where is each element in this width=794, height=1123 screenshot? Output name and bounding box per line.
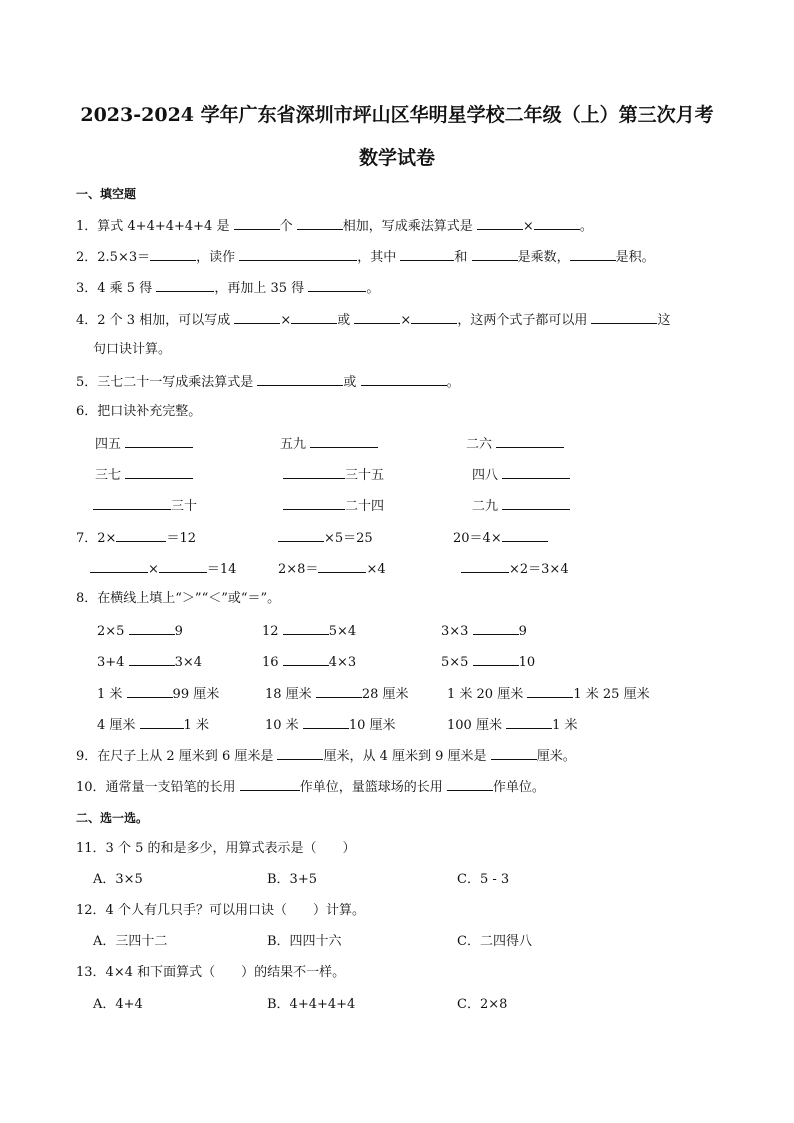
answer-blank[interactable]: [283, 622, 329, 635]
answer-blank[interactable]: [534, 217, 580, 230]
option-b[interactable]: B．3+5: [267, 872, 317, 887]
exam-title-line2: 数学试卷: [358, 147, 435, 169]
q8-item: 5×5 10: [441, 655, 536, 670]
answer-blank[interactable]: [447, 778, 493, 791]
answer-blank[interactable]: [502, 497, 570, 510]
answer-blank[interactable]: [127, 685, 173, 698]
answer-blank[interactable]: [473, 653, 519, 666]
question-4-continued: 句口诀计算。: [93, 342, 172, 357]
question-13-stem: 13．4×4 和下面算式（ ）的结果不一样。: [76, 965, 346, 980]
answer-blank[interactable]: [150, 248, 196, 261]
option-a[interactable]: A．4+4: [93, 997, 143, 1012]
answer-blank[interactable]: [291, 311, 337, 324]
answer-blank[interactable]: [240, 778, 300, 791]
answer-blank[interactable]: [283, 466, 345, 479]
question-7-item: 7．2× ＝12: [76, 531, 196, 546]
q8-item: 2×5 9: [97, 624, 183, 639]
answer-blank[interactable]: [361, 373, 447, 386]
q8-item: 10 米 10 厘米: [265, 718, 396, 733]
question-2: 2．2.5×3＝ ，读作 ，其中 和 是乘数， 是积。: [76, 250, 655, 265]
q8-item: 3×3 9: [441, 624, 527, 639]
question-9: 9．在尺子上从 2 厘米到 6 厘米是 厘米，从 4 厘米到 9 厘米是 厘米。: [76, 749, 576, 764]
option-c[interactable]: C．5 - 3: [457, 872, 510, 887]
answer-blank[interactable]: [234, 217, 280, 230]
q8-item: 12 5×4: [262, 624, 357, 639]
option-b[interactable]: B．4+4+4+4: [267, 997, 356, 1012]
answer-blank[interactable]: [129, 653, 175, 666]
answer-blank[interactable]: [527, 685, 573, 698]
answer-blank[interactable]: [297, 217, 343, 230]
option-a[interactable]: A．3×5: [93, 872, 143, 887]
answer-blank[interactable]: [591, 311, 657, 324]
section-2-heading: 二、选一选。: [76, 811, 149, 825]
q6-item: 三十: [93, 497, 197, 515]
q8-item: 18 厘米 28 厘米: [265, 687, 409, 702]
answer-blank[interactable]: [159, 560, 207, 573]
question-10: 10．通常量一支铅笔的长用 作单位，量篮球场的长用 作单位。: [76, 780, 545, 795]
answer-blank[interactable]: [477, 217, 523, 230]
answer-blank[interactable]: [570, 248, 616, 261]
answer-blank[interactable]: [310, 435, 378, 448]
question-7-item: ×5＝25: [278, 529, 373, 547]
question-5: 5．三七二十一写成乘法算式是 或 。: [76, 375, 460, 390]
answer-blank[interactable]: [140, 716, 184, 729]
answer-blank[interactable]: [491, 747, 537, 760]
answer-blank[interactable]: [93, 497, 171, 510]
answer-blank[interactable]: [257, 373, 343, 386]
q6-item: 二十四: [283, 497, 384, 515]
answer-blank[interactable]: [502, 466, 570, 479]
exam-title-line1: 2023-2024 学年广东省深圳市坪山区华明星学校二年级（上）第三次月考: [80, 104, 714, 126]
option-c[interactable]: C．2×8: [457, 997, 508, 1012]
answer-blank[interactable]: [283, 653, 329, 666]
q6-item: 四五: [95, 435, 193, 453]
answer-blank[interactable]: [156, 279, 214, 292]
option-c[interactable]: C．二四得八: [457, 934, 532, 949]
answer-blank[interactable]: [506, 716, 552, 729]
answer-blank[interactable]: [116, 529, 166, 542]
answer-blank[interactable]: [461, 560, 509, 573]
answer-blank[interactable]: [125, 466, 193, 479]
q6-item: 四八: [472, 466, 570, 484]
answer-blank[interactable]: [278, 529, 324, 542]
option-b[interactable]: B．四四十六: [267, 934, 342, 949]
question-7-item: × ＝14: [90, 560, 236, 578]
q6-item: 二九: [472, 497, 570, 515]
q6-item: 二六: [466, 435, 564, 453]
answer-blank[interactable]: [502, 529, 548, 542]
answer-blank[interactable]: [234, 311, 280, 324]
answer-blank[interactable]: [318, 560, 366, 573]
question-1: 1．算式 4+4+4+4+4 是 个 相加，写成乘法算式是 × 。: [76, 219, 593, 234]
q6-item: 五九: [280, 435, 378, 453]
q8-item: 3+4 3×4: [97, 655, 203, 670]
q8-item: 1 米 20 厘米 1 米 25 厘米: [447, 687, 650, 702]
q8-item: 4 厘米 1 米: [97, 718, 209, 733]
question-7-item: 20＝4×: [453, 529, 548, 547]
answer-blank[interactable]: [129, 622, 175, 635]
question-8-stem: 8．在横线上填上“＞”“＜”或“＝”。: [76, 591, 281, 606]
answer-blank[interactable]: [472, 248, 518, 261]
option-a[interactable]: A．三四十二: [93, 934, 168, 949]
answer-blank[interactable]: [125, 435, 193, 448]
q8-item: 16 4×3: [262, 655, 357, 670]
question-12-stem: 12．4 个人有几只手？可以用口诀（ ）计算。: [76, 903, 365, 918]
question-7-item: 2×8＝ ×4: [278, 562, 386, 577]
answer-blank[interactable]: [303, 716, 349, 729]
answer-blank[interactable]: [239, 248, 357, 261]
answer-blank[interactable]: [283, 497, 345, 510]
answer-blank[interactable]: [90, 560, 148, 573]
question-4: 4．2 个 3 相加，可以写成 × 或 × ，这两个式子都可以用 这: [76, 313, 671, 328]
q6-item: 三十五: [283, 466, 384, 484]
question-7-item: ×2＝3×4: [461, 560, 569, 578]
q8-item: 1 米 99 厘米: [97, 687, 220, 702]
answer-blank[interactable]: [316, 685, 362, 698]
answer-blank[interactable]: [400, 248, 454, 261]
question-3: 3．4 乘 5 得 ，再加上 35 得 。: [76, 281, 380, 296]
answer-blank[interactable]: [496, 435, 564, 448]
q6-item: 三七: [95, 466, 193, 484]
section-1-heading: 一、填空题: [76, 187, 137, 201]
question-11-stem: 11．3 个 5 的和是多少，用算式表示是（ ）: [76, 841, 356, 856]
answer-blank[interactable]: [473, 622, 519, 635]
answer-blank[interactable]: [354, 311, 400, 324]
question-6-stem: 6．把口诀补充完整。: [76, 404, 202, 419]
q8-item: 100 厘米 1 米: [447, 718, 578, 733]
answer-blank[interactable]: [277, 747, 323, 760]
answer-blank[interactable]: [308, 279, 366, 292]
answer-blank[interactable]: [411, 311, 457, 324]
